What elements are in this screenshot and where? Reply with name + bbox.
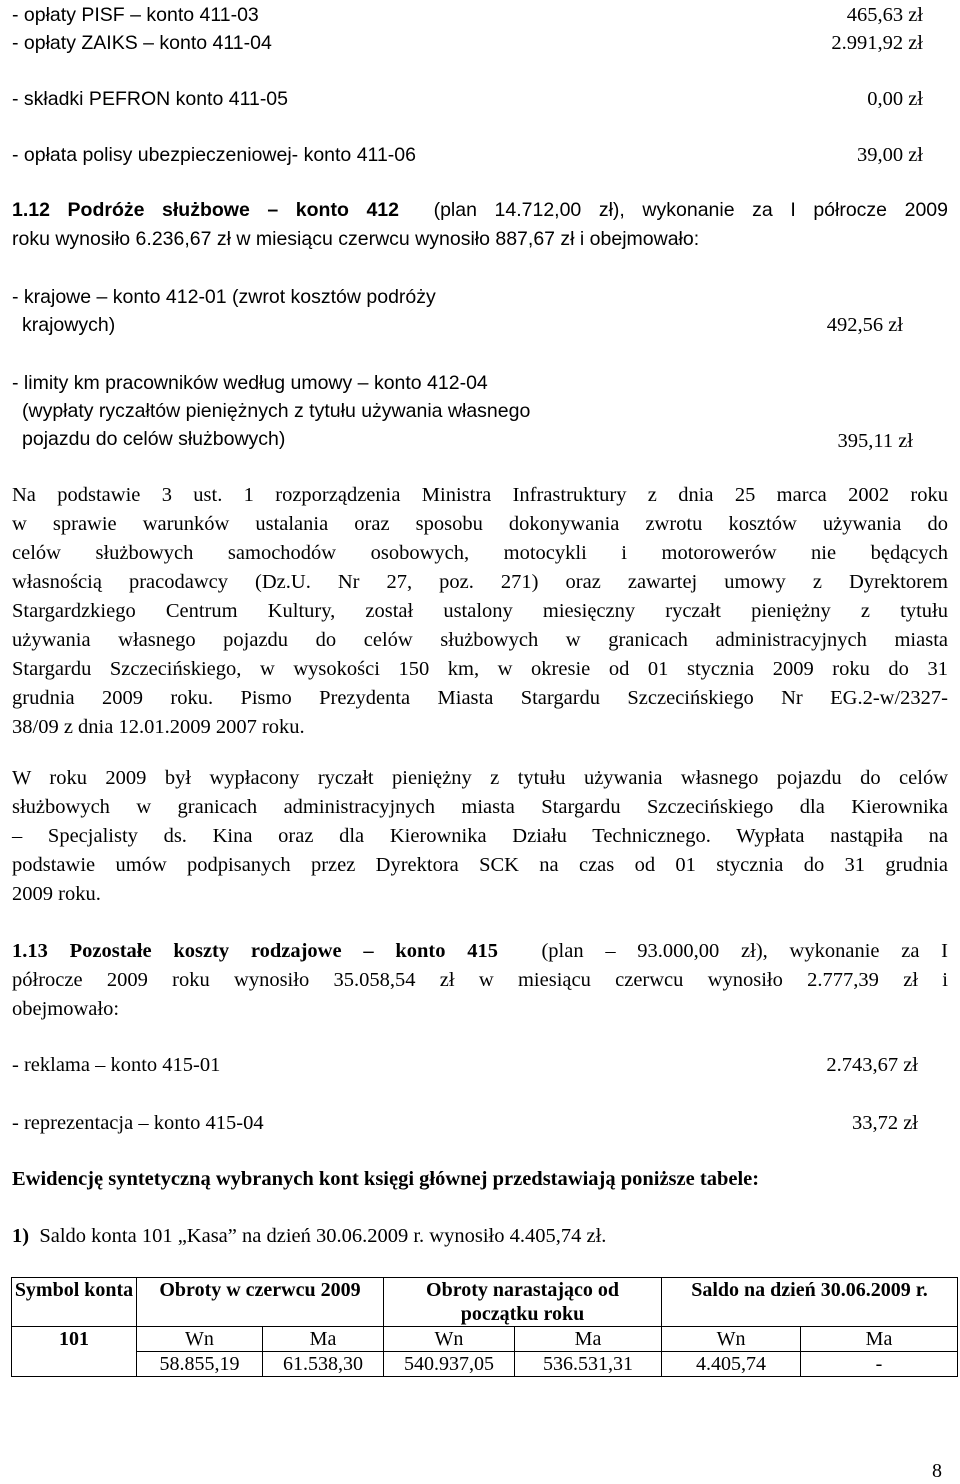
saldo-intro-text: Saldo konta 101 „Kasa” na dzień 30.06.2009 r. wynosiło 4.405,74 zł. [39,1225,607,1247]
para2-line: W roku 2009 był wypłacony ryczałt pieniężny z tytułu używania własnego pojazdu do celów [12,767,948,789]
para1-line: Na podstawie 3 ust. 1 rozporządzenia Ministra Infrastruktury z dnia 25 marca 2002 roku [12,484,948,506]
item-reprezentacja-amount: 33,72 zł [851,1112,918,1134]
item-limity-line2: (wypłaty ryczałtów pieniężnych z tytułu używania własnego [22,400,531,422]
subheader-ma: Ma [263,1327,384,1352]
header-symbol: Symbol konta [12,1278,137,1327]
para1-line: używania własnego pojazdu do celów służbowych w granicach administracyjnych miasta [12,629,948,651]
item-reprezentacja-label: - reprezentacja – konto 415-04 [12,1112,264,1134]
table-header-row [12,1278,958,1327]
section-113-paragraph [12,937,948,1024]
line-pefron-amount: 0,00 zł [867,88,923,110]
cell-value: 536.531,31 [515,1352,662,1377]
section-112-line2: roku wynosiło 6.236,67 zł w miesiącu czerwcu wynosiło 887,67 zł i obejmowało: [12,228,700,250]
line-polisa-label: - opłata polisy ubezpieczeniowej- konto 411-06 [12,144,416,166]
cell-symbol: 101 [12,1327,137,1377]
para2-line: podstawie umów podpisanych przez Dyrektora SCK na czas od 01 stycznia do 31 grudnia [12,854,948,876]
item-limity-line3: pojazdu do celów służbowych) [22,428,286,450]
cell-value: 58.855,19 [137,1352,263,1377]
line-zaiks-amount: 2.991,92 zł [831,32,923,54]
section-113-heading: 1.13 Pozostałe koszty rodzajowe – konto 415 [12,940,498,962]
saldo-table [11,1277,958,1377]
para2-line: 2009 roku. [12,883,101,905]
paragraph-payment [12,764,948,909]
section-112-heading: 1.12 Podróże służbowe – konto 412 [12,199,399,221]
header-saldo: Saldo na dzień 30.06.2009 r. [662,1278,958,1327]
para1-line: Stargardzkiego Centrum Kultury, został ustalony miesięczny ryczałt pieniężny z tytułu [12,600,948,622]
subheader-wn: Wn [384,1327,515,1352]
section-113-line3: obejmowało: [12,998,120,1020]
header-obroty-narastajaco: Obroty narastająco od początku roku [384,1278,662,1327]
item-limity-amount: 395,11 zł [837,430,913,452]
subheader-ma: Ma [801,1327,958,1352]
para1-line: 38/09 z dnia 12.01.2009 2007 roku. [12,716,305,738]
item-reklama-label: - reklama – konto 415-01 [12,1054,221,1076]
subheader-ma: Ma [515,1327,662,1352]
item-krajowe-line2: krajowych) [22,314,116,336]
cell-value: 4.405,74 [662,1352,801,1377]
saldo-intro [12,1224,606,1248]
para2-line: służbowych w granicach administracyjnych miasta Stargardu Szczecińskiego dla Kierownika [12,796,948,818]
line-polisa-amount: 39,00 zł [856,144,923,166]
item-krajowe-amount: 492,56 zł [826,314,903,336]
subheader-wn: Wn [137,1327,263,1352]
item-krajowe-line1: - krajowe – konto 412-01 (zwrot kosztów podróży [12,286,436,308]
table-subheader-row [12,1327,958,1352]
para2-line: – Specjalisty ds. Kina oraz dla Kierownika Działu Technicznego. Wypłata nastąpiła na [12,825,948,847]
para1-line: własnością pracodawcy (Dz.U. Nr 27, poz. 271) oraz zawartej umowy z Dyrektorem [12,571,948,593]
section-113-line1: (plan – 93.000,00 zł), wykonanie za I [541,940,949,962]
para1-line: w sprawie warunków ustalania oraz sposobu dokonywania zwrotu kosztów używania do [12,513,948,535]
line-pisf-label: - opłaty PISF – konto 411-03 [12,4,259,26]
cell-value: 61.538,30 [263,1352,384,1377]
para1-line: grudnia 2009 roku. Pismo Prezydenta Miasta Stargardu Szczecińskiego Nr EG.2-w/2327- [12,687,948,709]
line-zaiks-label: - opłaty ZAIKS – konto 411-04 [12,32,272,54]
cell-value: 540.937,05 [384,1352,515,1377]
header-obroty-czerwiec: Obroty w czerwcu 2009 [137,1278,384,1327]
para1-line: celów służbowych samochodów osobowych, motocykli i motorowerów nie będących [12,542,948,564]
item-limity-line1: - limity km pracowników według umowy – konto 412-04 [12,372,488,394]
para1-line: Stargardu Szczecińskiego, w wysokości 150 km, w okresie od 01 stycznia 2009 roku do 31 [12,658,948,680]
subheader-wn: Wn [662,1327,801,1352]
summary-heading: Ewidencję syntetyczną wybranych kont księgi głównej przedstawiają poniższe tabele: [12,1168,760,1190]
saldo-intro-number: 1) [12,1225,30,1247]
item-reklama-amount: 2.743,67 zł [826,1054,918,1076]
table-row [12,1352,958,1377]
page-number: 8 [932,1460,942,1482]
section-112-paragraph [12,196,948,254]
section-113-line2: półrocze 2009 roku wynosiło 35.058,54 zł w miesiącu czerwcu wynosiło 2.777,39 zł i [12,969,948,991]
section-112-line1: (plan 14.712,00 zł), wykonanie za I półrocze 2009 [433,199,948,221]
paragraph-regulation [12,481,948,742]
line-pisf-amount: 465,63 zł [846,4,923,26]
cell-value: - [801,1352,958,1377]
line-pefron-label: - składki PEFRON konto 411-05 [12,88,288,110]
